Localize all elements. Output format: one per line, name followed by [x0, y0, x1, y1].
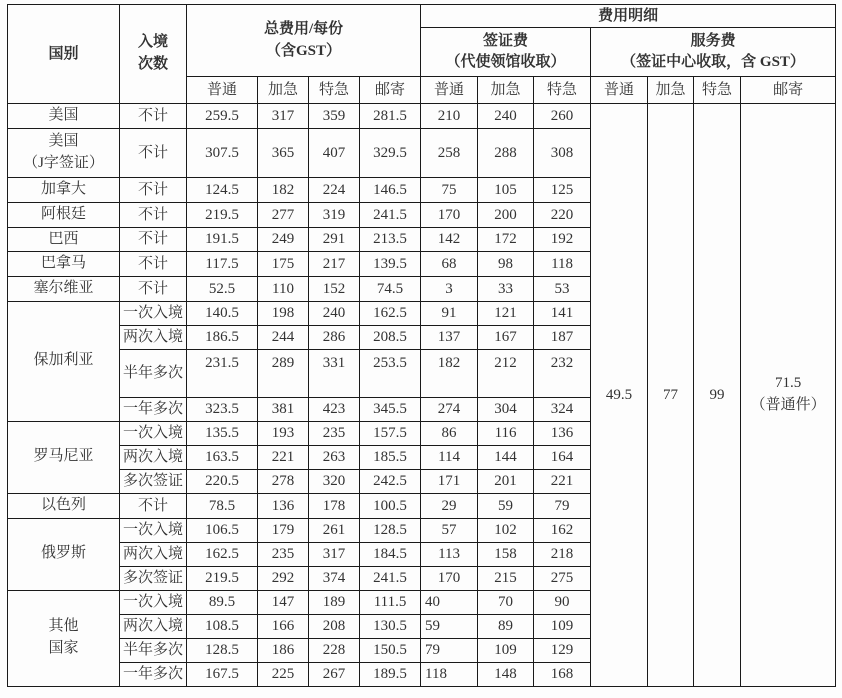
visa-express-cell: 164 [534, 445, 591, 469]
visa-fee-table [7, 4, 836, 687]
country-cell [8, 590, 120, 686]
entry-count-cell: 一年多次 [120, 662, 187, 686]
total-mail-cell: 241.5 [360, 566, 421, 590]
header-entry-count-line1: 入境 [137, 34, 168, 51]
service-mail-line: 71.5 [774, 375, 802, 392]
visa-express-cell: 118 [534, 252, 591, 277]
entry-count-cell: 不计 [120, 252, 187, 277]
total-express-cell: 319 [309, 202, 360, 227]
visa-urgent-cell: 109 [478, 638, 534, 662]
total-ordinary-cell: 219.5 [187, 566, 258, 590]
total-mail-cell: 345.5 [360, 397, 421, 421]
total-express-cell: 359 [309, 104, 360, 129]
country-name-line: 俄罗斯 [40, 545, 86, 562]
total-urgent-cell: 136 [258, 493, 309, 518]
visa-ordinary-cell: 75 [421, 178, 478, 203]
service-mail-cell [741, 104, 836, 686]
country-cell [8, 252, 120, 277]
total-ordinary-cell: 162.5 [187, 542, 258, 566]
total-mail-cell: 184.5 [360, 542, 421, 566]
visa-ordinary-cell: 86 [421, 421, 478, 445]
entry-count-cell: 一次入境 [120, 518, 187, 542]
visa-express-cell: 162 [534, 518, 591, 542]
visa-urgent-cell: 148 [478, 662, 534, 686]
visa-ordinary-cell: 258 [421, 129, 478, 178]
country-cell [8, 493, 120, 518]
visa-ordinary-cell: 170 [421, 202, 478, 227]
total-urgent-cell: 381 [258, 397, 309, 421]
total-express-cell: 235 [309, 421, 360, 445]
visa-ordinary-cell: 118 [421, 662, 478, 686]
visa-urgent-cell: 172 [478, 227, 534, 252]
subheader-total-ordinary: 普通 [187, 77, 258, 104]
entry-count-cell: 一次入境 [120, 301, 187, 325]
header-entry-count-line2: 次数 [137, 56, 168, 73]
total-urgent-cell: 186 [258, 638, 309, 662]
visa-urgent-cell: 98 [478, 252, 534, 277]
country-name-line: 阿根廷 [40, 205, 86, 222]
table-row [8, 104, 836, 129]
total-express-cell: 320 [309, 469, 360, 493]
visa-ordinary-cell: 79 [421, 638, 478, 662]
country-cell [8, 421, 120, 493]
visa-urgent-cell: 158 [478, 542, 534, 566]
visa-express-cell: 192 [534, 227, 591, 252]
service-urgent-cell: 77 [648, 104, 694, 686]
total-mail-cell: 157.5 [360, 421, 421, 445]
total-urgent-cell: 292 [258, 566, 309, 590]
total-ordinary-cell: 167.5 [187, 662, 258, 686]
total-mail-cell: 74.5 [360, 277, 421, 302]
country-cell [8, 227, 120, 252]
total-ordinary-cell: 220.5 [187, 469, 258, 493]
total-ordinary-cell: 78.5 [187, 493, 258, 518]
total-urgent-cell: 166 [258, 614, 309, 638]
visa-ordinary-cell: 57 [421, 518, 478, 542]
header-service-fee-line1: 服务费 [690, 32, 736, 49]
country-cell [8, 277, 120, 302]
entry-count-cell: 不计 [120, 227, 187, 252]
visa-urgent-cell: 288 [478, 129, 534, 178]
total-mail-cell: 128.5 [360, 518, 421, 542]
total-mail-cell: 242.5 [360, 469, 421, 493]
total-ordinary-cell: 163.5 [187, 445, 258, 469]
total-ordinary-cell: 89.5 [187, 590, 258, 614]
visa-ordinary-cell: 40 [421, 590, 478, 614]
header-total-fee-line2: （含GST） [266, 42, 342, 59]
country-cell [8, 104, 120, 129]
visa-express-cell: 90 [534, 590, 591, 614]
total-express-cell: 178 [309, 493, 360, 518]
subheader-total-urgent: 加急 [258, 77, 309, 104]
visa-ordinary-cell: 137 [421, 325, 478, 349]
total-urgent-cell: 249 [258, 227, 309, 252]
total-ordinary-cell: 259.5 [187, 104, 258, 129]
visa-ordinary-cell: 170 [421, 566, 478, 590]
country-cell [8, 202, 120, 227]
total-ordinary-cell: 186.5 [187, 325, 258, 349]
visa-urgent-cell: 144 [478, 445, 534, 469]
country-name-line: 加拿大 [40, 181, 86, 197]
subheader-service-mail: 邮寄 [741, 77, 836, 104]
header-service-fee [591, 28, 836, 77]
entry-count-cell: 两次入境 [120, 542, 187, 566]
country-name-line: 国家 [48, 640, 79, 656]
visa-ordinary-cell: 274 [421, 397, 478, 421]
header-visa-fee [421, 28, 591, 77]
header-fee-detail: 费用明细 [421, 5, 836, 28]
total-ordinary-cell: 191.5 [187, 227, 258, 252]
visa-ordinary-cell: 210 [421, 104, 478, 129]
visa-urgent-cell: 212 [478, 349, 534, 397]
visa-express-cell: 125 [534, 178, 591, 203]
country-cell [8, 301, 120, 421]
visa-ordinary-cell: 142 [421, 227, 478, 252]
visa-urgent-cell: 33 [478, 277, 534, 302]
total-mail-cell: 329.5 [360, 129, 421, 178]
visa-ordinary-cell: 113 [421, 542, 478, 566]
total-urgent-cell: 147 [258, 590, 309, 614]
country-cell [8, 518, 120, 590]
visa-express-cell: 168 [534, 662, 591, 686]
visa-ordinary-cell: 3 [421, 277, 478, 302]
total-mail-cell: 111.5 [360, 590, 421, 614]
total-express-cell: 217 [309, 252, 360, 277]
visa-express-cell: 324 [534, 397, 591, 421]
total-mail-cell: 150.5 [360, 638, 421, 662]
total-express-cell: 224 [309, 178, 360, 203]
total-express-cell: 317 [309, 542, 360, 566]
total-express-cell: 291 [309, 227, 360, 252]
visa-express-cell: 218 [534, 542, 591, 566]
total-urgent-cell: 277 [258, 202, 309, 227]
visa-urgent-cell: 167 [478, 325, 534, 349]
visa-express-cell: 308 [534, 129, 591, 178]
header-visa-fee-line2: （代使领馆收取） [445, 54, 566, 71]
total-ordinary-cell: 108.5 [187, 614, 258, 638]
entry-count-cell: 一次入境 [120, 590, 187, 614]
total-express-cell: 152 [309, 277, 360, 302]
total-mail-cell: 100.5 [360, 493, 421, 518]
entry-count-cell: 多次签证 [120, 469, 187, 493]
visa-urgent-cell: 116 [478, 421, 534, 445]
visa-urgent-cell: 121 [478, 301, 534, 325]
total-express-cell: 240 [309, 301, 360, 325]
country-name-line: 罗马尼亚 [33, 448, 94, 465]
country-cell [8, 129, 120, 178]
total-express-cell: 228 [309, 638, 360, 662]
total-express-cell: 407 [309, 129, 360, 178]
visa-urgent-cell: 102 [478, 518, 534, 542]
total-ordinary-cell: 117.5 [187, 252, 258, 277]
visa-urgent-cell: 304 [478, 397, 534, 421]
header-service-fee-line2: （签证中心收取，含 GST） [621, 54, 805, 71]
total-mail-cell: 189.5 [360, 662, 421, 686]
subheader-visa-ordinary: 普通 [421, 77, 478, 104]
total-urgent-cell: 175 [258, 252, 309, 277]
entry-count-cell: 一年多次 [120, 397, 187, 421]
total-mail-cell: 241.5 [360, 202, 421, 227]
country-cell [8, 178, 120, 203]
entry-count-cell: 半年多次 [120, 349, 187, 397]
total-ordinary-cell: 231.5 [187, 349, 258, 397]
table-body [8, 104, 836, 686]
total-express-cell: 261 [309, 518, 360, 542]
country-name-line: 美国 [48, 107, 79, 124]
total-ordinary-cell: 135.5 [187, 421, 258, 445]
total-urgent-cell: 289 [258, 349, 309, 397]
total-mail-cell: 213.5 [360, 227, 421, 252]
entry-count-cell: 两次入境 [120, 325, 187, 349]
country-name-line: 其他 [48, 618, 79, 635]
subheader-visa-urgent: 加急 [478, 77, 534, 104]
total-ordinary-cell: 323.5 [187, 397, 258, 421]
service-ordinary-cell: 49.5 [591, 104, 648, 686]
visa-express-cell: 220 [534, 202, 591, 227]
visa-express-cell: 109 [534, 614, 591, 638]
visa-ordinary-cell: 59 [421, 614, 478, 638]
visa-express-cell: 129 [534, 638, 591, 662]
header-country: 国别 [8, 5, 120, 104]
visa-urgent-cell: 105 [478, 178, 534, 203]
entry-count-cell: 不计 [120, 277, 187, 302]
total-mail-cell: 139.5 [360, 252, 421, 277]
header-total-fee [187, 5, 421, 77]
total-urgent-cell: 182 [258, 178, 309, 203]
subheader-total-express: 特急 [309, 77, 360, 104]
service-express-cell: 99 [694, 104, 741, 686]
visa-ordinary-cell: 68 [421, 252, 478, 277]
total-express-cell: 423 [309, 397, 360, 421]
visa-urgent-cell: 70 [478, 590, 534, 614]
entry-count-cell: 一次入境 [120, 421, 187, 445]
visa-express-cell: 141 [534, 301, 591, 325]
total-urgent-cell: 221 [258, 445, 309, 469]
visa-express-cell: 136 [534, 421, 591, 445]
header-total-fee-line1: 总费用/每份 [263, 20, 344, 37]
subheader-service-ordinary: 普通 [591, 77, 648, 104]
total-ordinary-cell: 140.5 [187, 301, 258, 325]
table-header [8, 5, 836, 104]
visa-urgent-cell: 89 [478, 614, 534, 638]
total-ordinary-cell: 128.5 [187, 638, 258, 662]
entry-count-cell: 不计 [120, 493, 187, 518]
visa-urgent-cell: 240 [478, 104, 534, 129]
total-ordinary-cell: 52.5 [187, 277, 258, 302]
visa-express-cell: 221 [534, 469, 591, 493]
entry-count-cell: 不计 [120, 104, 187, 129]
total-urgent-cell: 179 [258, 518, 309, 542]
total-mail-cell: 146.5 [360, 178, 421, 203]
subheader-service-express: 特急 [694, 77, 741, 104]
visa-express-cell: 79 [534, 493, 591, 518]
header-visa-fee-line1: 签证费 [483, 32, 529, 49]
total-express-cell: 208 [309, 614, 360, 638]
entry-count-cell: 不计 [120, 129, 187, 178]
total-mail-cell: 253.5 [360, 349, 421, 397]
entry-count-cell: 不计 [120, 178, 187, 203]
country-name-line: 以色列 [40, 496, 86, 513]
country-name-line: 巴西 [48, 230, 79, 247]
total-express-cell: 263 [309, 445, 360, 469]
total-ordinary-cell: 106.5 [187, 518, 258, 542]
total-ordinary-cell: 124.5 [187, 178, 258, 203]
country-name-line: 保加利亚 [33, 352, 94, 369]
total-urgent-cell: 110 [258, 277, 309, 302]
visa-express-cell: 260 [534, 104, 591, 129]
total-express-cell: 331 [309, 349, 360, 397]
total-express-cell: 267 [309, 662, 360, 686]
total-mail-cell: 281.5 [360, 104, 421, 129]
country-name-line: 塞尔维亚 [33, 280, 94, 296]
visa-urgent-cell: 59 [478, 493, 534, 518]
visa-express-cell: 53 [534, 277, 591, 302]
total-express-cell: 286 [309, 325, 360, 349]
visa-urgent-cell: 215 [478, 566, 534, 590]
total-express-cell: 374 [309, 566, 360, 590]
country-name-line: 巴拿马 [40, 255, 86, 272]
visa-express-cell: 232 [534, 349, 591, 397]
total-urgent-cell: 235 [258, 542, 309, 566]
visa-ordinary-cell: 182 [421, 349, 478, 397]
visa-ordinary-cell: 114 [421, 445, 478, 469]
subheader-total-mail: 邮寄 [360, 77, 421, 104]
total-mail-cell: 185.5 [360, 445, 421, 469]
visa-urgent-cell: 201 [478, 469, 534, 493]
header-row-1 [8, 5, 836, 28]
header-entry-count [120, 5, 187, 104]
total-urgent-cell: 317 [258, 104, 309, 129]
total-urgent-cell: 278 [258, 469, 309, 493]
entry-count-cell: 不计 [120, 202, 187, 227]
total-urgent-cell: 225 [258, 662, 309, 686]
entry-count-cell: 半年多次 [120, 638, 187, 662]
total-urgent-cell: 365 [258, 129, 309, 178]
subheader-service-urgent: 加急 [648, 77, 694, 104]
total-mail-cell: 162.5 [360, 301, 421, 325]
service-mail-line: （普通件） [750, 396, 826, 413]
total-express-cell: 189 [309, 590, 360, 614]
total-mail-cell: 130.5 [360, 614, 421, 638]
total-ordinary-cell: 219.5 [187, 202, 258, 227]
total-mail-cell: 208.5 [360, 325, 421, 349]
country-name-line: 美国 [48, 133, 79, 150]
visa-ordinary-cell: 91 [421, 301, 478, 325]
country-name-line: （J字签证） [23, 155, 104, 171]
total-urgent-cell: 198 [258, 301, 309, 325]
visa-urgent-cell: 200 [478, 202, 534, 227]
visa-express-cell: 275 [534, 566, 591, 590]
subheader-visa-express: 特急 [534, 77, 591, 104]
entry-count-cell: 多次签证 [120, 566, 187, 590]
entry-count-cell: 两次入境 [120, 445, 187, 469]
total-ordinary-cell: 307.5 [187, 129, 258, 178]
total-urgent-cell: 244 [258, 325, 309, 349]
visa-ordinary-cell: 171 [421, 469, 478, 493]
total-urgent-cell: 193 [258, 421, 309, 445]
entry-count-cell: 两次入境 [120, 614, 187, 638]
visa-express-cell: 187 [534, 325, 591, 349]
visa-ordinary-cell: 29 [421, 493, 478, 518]
